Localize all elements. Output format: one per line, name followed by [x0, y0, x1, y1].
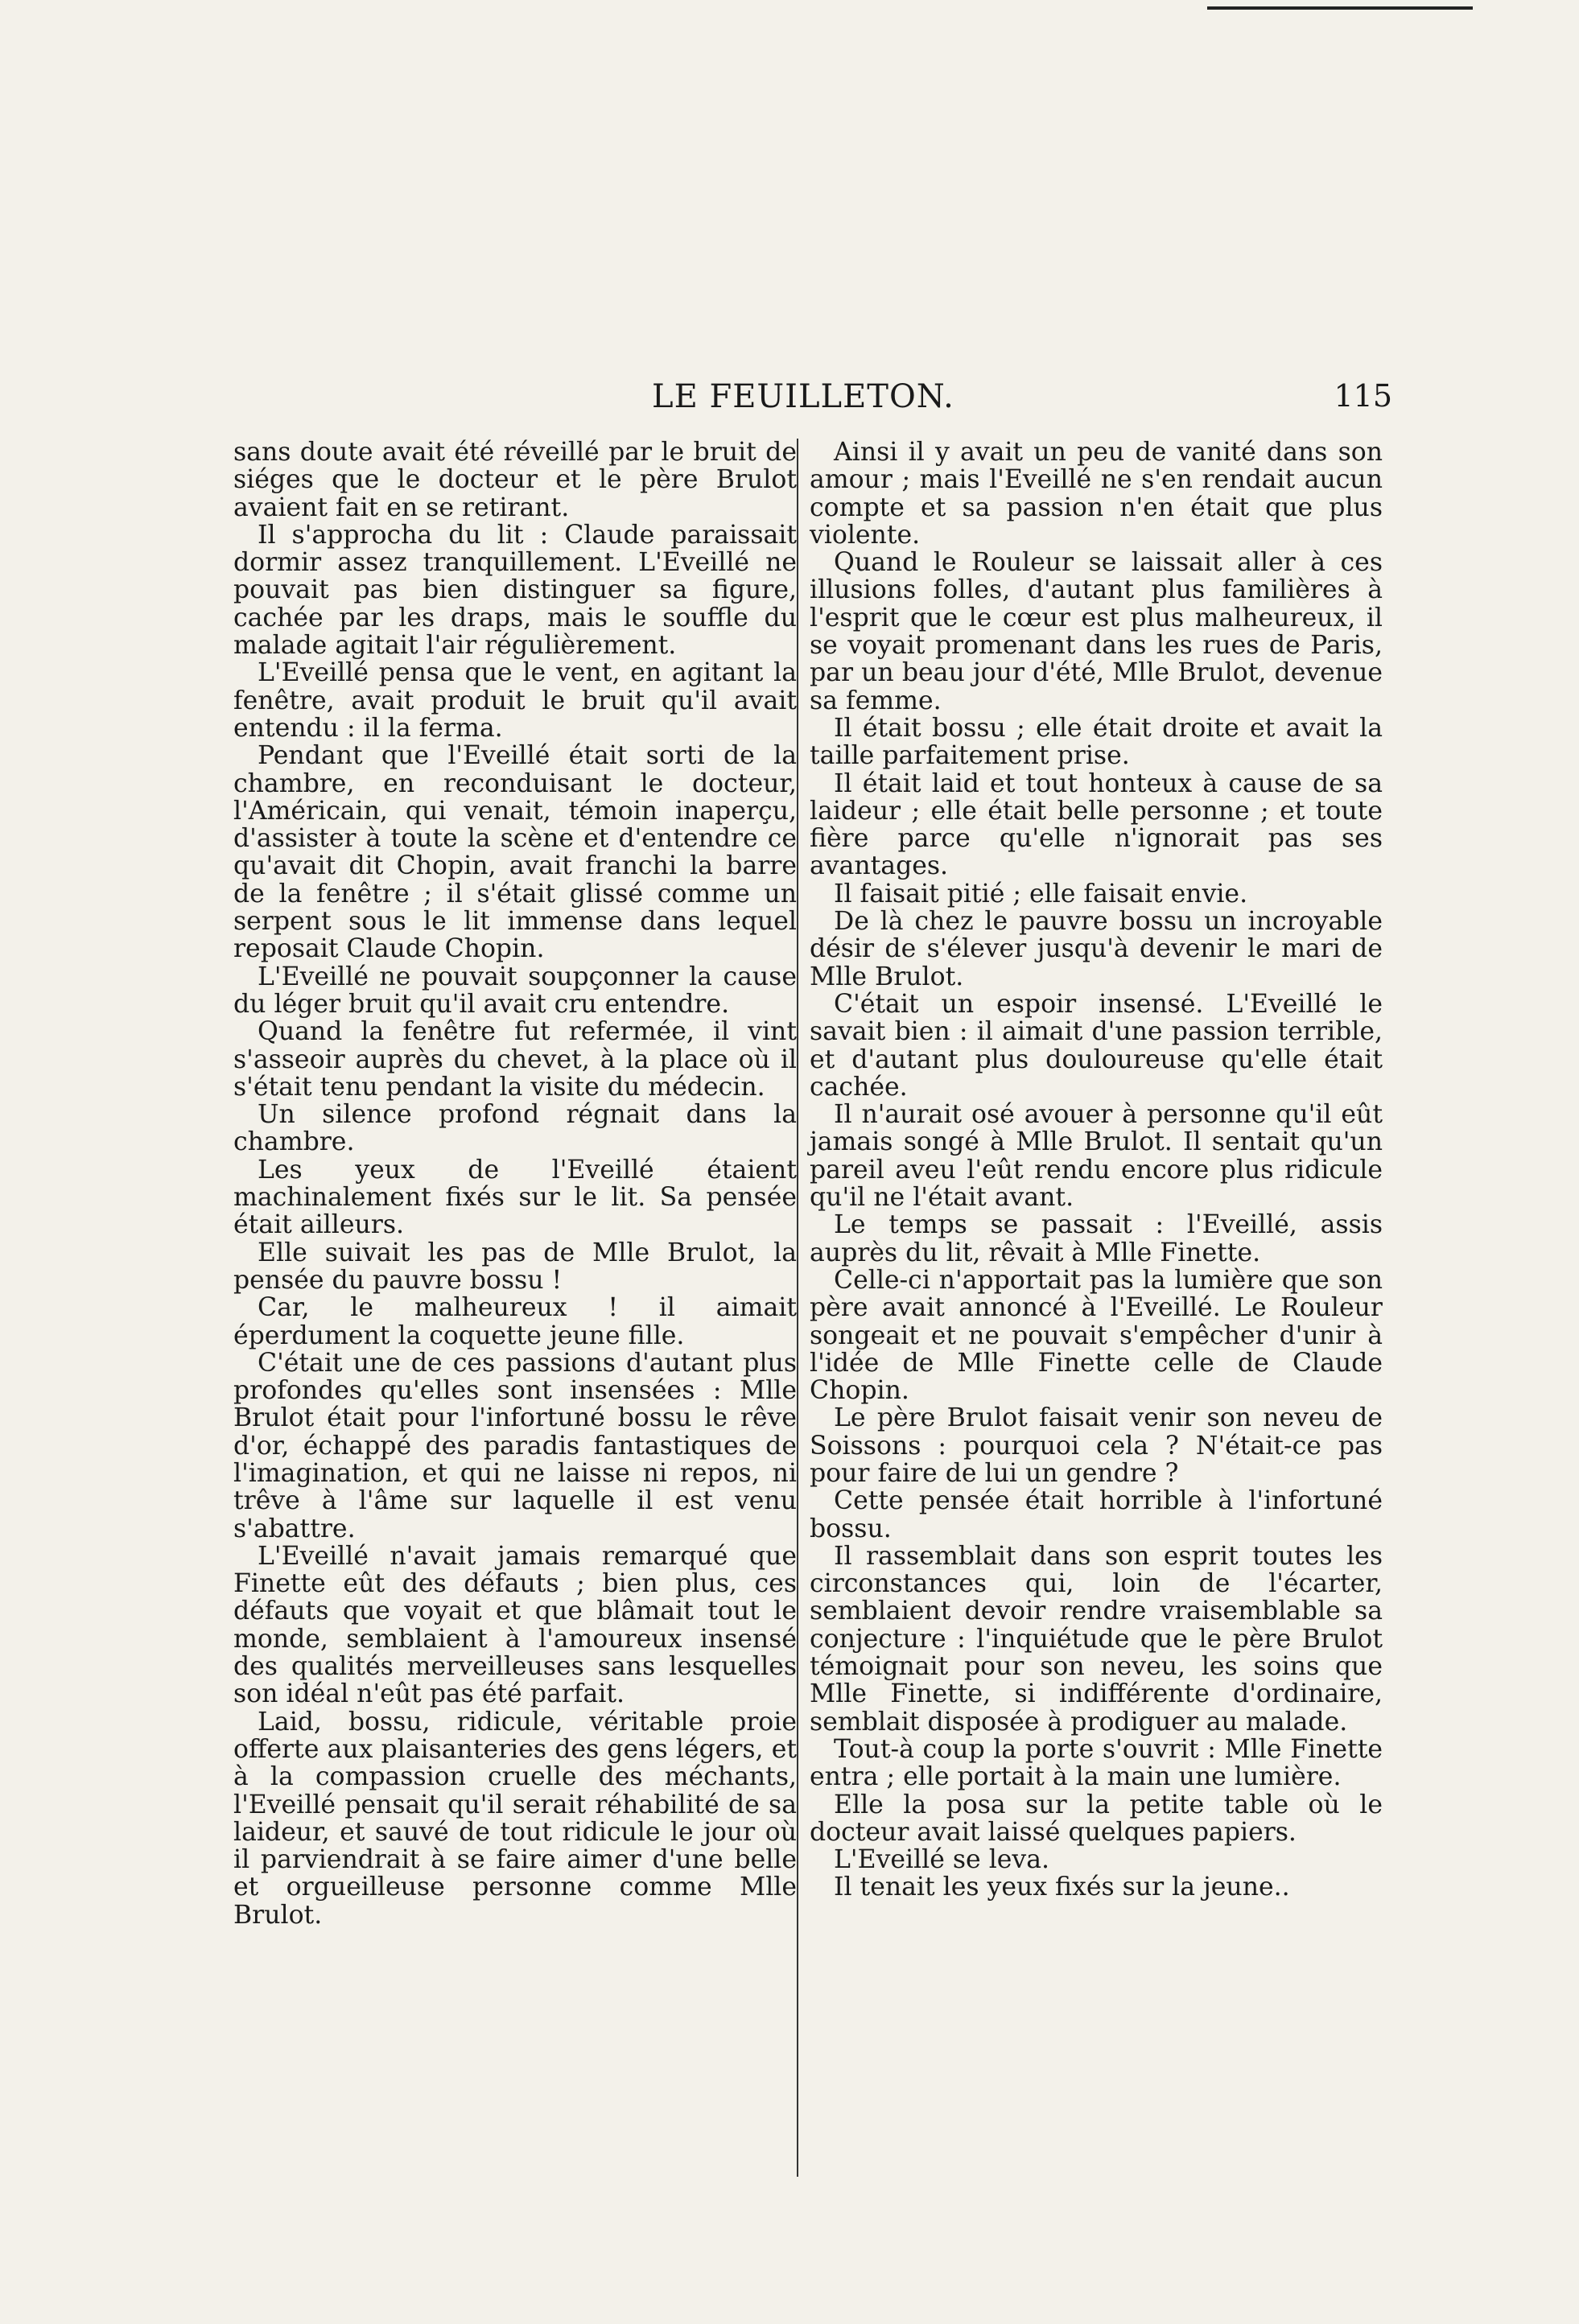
- paragraph: L'Eveillé pensa que le vent, en agitant la fenêtre, avait produit le bruit qu'il avait entendu : il la ferma.: [233, 658, 797, 743]
- top-rule: [1207, 6, 1473, 10]
- column-divider: [797, 439, 798, 2177]
- paragraph: Les yeux de l'Eveillé étaient machinalement fixés sur le lit. Sa pensée était ailleurs.: [233, 1155, 797, 1240]
- paragraph: Quand la fenêtre fut refermée, il vint s'asseoir auprès du chevet, à la place où il s'était tenu pendant la visite du médecin.: [233, 1017, 797, 1102]
- paragraph: Car, le malheureux ! il aimait éperdument la coquette jeune fille.: [233, 1293, 797, 1350]
- paragraph: Il était bossu ; elle était droite et avait la taille parfaitement prise.: [810, 713, 1383, 771]
- page-header: [233, 378, 1441, 426]
- paragraph: Elle la posa sur la petite table où le docteur avait laissé quelques papiers.: [810, 1790, 1383, 1847]
- paragraph: L'Eveillé n'avait jamais remarqué que Finette eût des défauts ; bien plus, ces défauts que voyait et que blâmait tout le monde, semblaient à l'amoureux insensé des qualités merveilleuses sans lesquelles son idéal n'eût pas été parfait.: [233, 1541, 797, 1709]
- right-column: [810, 439, 1383, 1902]
- paragraph: L'Eveillé se leva.: [834, 1845, 1050, 1875]
- paragraph: Il était laid et tout honteux à cause de sa laideur ; elle était belle personne ; et toute fière parce qu'elle n'ignorait pas ses avantages.: [810, 768, 1383, 881]
- paragraph: Un silence profond régnait dans la chambre.: [233, 1100, 797, 1157]
- paragraph: sans doute avait été réveillé par le bruit de siéges que le docteur et le père Brulot avaient fait en se retirant.: [233, 438, 797, 522]
- paragraph: Il faisait pitié ; elle faisait envie.: [834, 879, 1248, 909]
- paragraph: Laid, bossu, ridicule, véritable proie offerte aux plaisanteries des gens légers, et à la compassion cruelle des méchants, l'Eveillé pensait qu'il serait réhabilité de sa laideur, et sauvé de tout ridicule le jour où il parviendrait à se faire aimer d'une belle et orgueilleuse personne comme Mlle Brulot.: [233, 1707, 797, 1930]
- paragraph: C'était un espoir insensé. L'Eveillé le savait bien : il aimait d'une passion terrible, et d'autant plus douloureuse qu'elle était cachée.: [810, 989, 1383, 1102]
- page-number: 115: [1334, 378, 1392, 414]
- paragraph: Ainsi il y avait un peu de vanité dans son amour ; mais l'Eveillé ne s'en rendait aucun compte et sa passion n'en était que plus violente.: [810, 438, 1383, 550]
- paragraph: Cette pensée était horrible à l'infortuné bossu.: [810, 1486, 1383, 1543]
- paragraph: L'Eveillé ne pouvait soupçonner la cause du léger bruit qu'il avait cru entendre.: [233, 962, 797, 1019]
- paragraph: Il tenait les yeux fixés sur la jeune..: [834, 1873, 1290, 1902]
- paragraph: De là chez le pauvre bossu un incroyable désir de s'élever jusqu'à devenir le mari de Mlle Brulot.: [810, 907, 1383, 991]
- paragraph: Celle-ci n'apportait pas la lumière que son père avait annoncé à l'Eveillé. Le Rouleur songeait et ne pouvait s'empêcher d'unir à l'idée de Mlle Finette celle de Claude Chopin.: [810, 1265, 1383, 1406]
- paragraph: Quand le Rouleur se laissait aller à ces illusions folles, d'autant plus familières à l'esprit que le cœur est plus malheureux, il se voyait promenant dans les rues de Paris, par un beau jour d'été, Mlle Brulot, devenue sa femme.: [810, 548, 1383, 715]
- paragraph: Le temps se passait : l'Eveillé, assis auprès du lit, rêvait à Mlle Finette.: [810, 1210, 1383, 1267]
- paragraph: Il rassemblait dans son esprit toutes les circonstances qui, loin de l'écarter, semblaient devoir rendre vraisemblable sa conjecture : l'inquiétude que le père Brulot témoignait pour son neveu, les soins que Mlle Finette, si indifférente d'ordinaire, semblait disposée à prodiguer au malade.: [810, 1541, 1383, 1737]
- running-title: LE FEUILLETON.: [652, 378, 954, 415]
- paragraph: Il s'approcha du lit : Claude paraissait dormir assez tranquillement. L'Eveillé ne pouvait pas bien distinguer sa figure, cachée par les draps, mais le souffle du malade agitait l'air régulièrement.: [233, 520, 797, 661]
- paragraph: Il n'aurait osé avouer à personne qu'il eût jamais songé à Mlle Brulot. Il sentait qu'un pareil aveu l'eût rendu encore plus ridicule qu'il ne l'était avant.: [810, 1100, 1383, 1213]
- paragraph: C'était une de ces passions d'autant plus profondes qu'elles sont insensées : Mlle Brulot était pour l'infortuné bossu le rêve d'or, échappé des paradis fantastiques de l'imagination, et qui ne laisse ni repos, ni trêve à l'âme sur laquelle il est venu s'abattre.: [233, 1348, 797, 1543]
- left-column: [233, 439, 797, 1929]
- paragraph: Tout-à coup la porte s'ouvrit : Mlle Finette entra ; elle portait à la main une lumière.: [810, 1734, 1383, 1792]
- paragraph: Pendant que l'Eveillé était sorti de la chambre, en reconduisant le docteur, l'Américain, qui venait, témoin inaperçu, d'assister à toute la scène et d'entendre ce qu'avait dit Chopin, avait franchi la barre de la fenêtre ; il s'était glissé comme un serpent sous le lit immense dans lequel reposait Claude Chopin.: [233, 741, 797, 964]
- paragraph: Le père Brulot faisait venir son neveu de Soissons : pourquoi cela ? N'était-ce pas pour faire de lui un gendre ?: [810, 1403, 1383, 1488]
- paragraph: Elle suivait les pas de Mlle Brulot, la pensée du pauvre bossu !: [233, 1238, 797, 1295]
